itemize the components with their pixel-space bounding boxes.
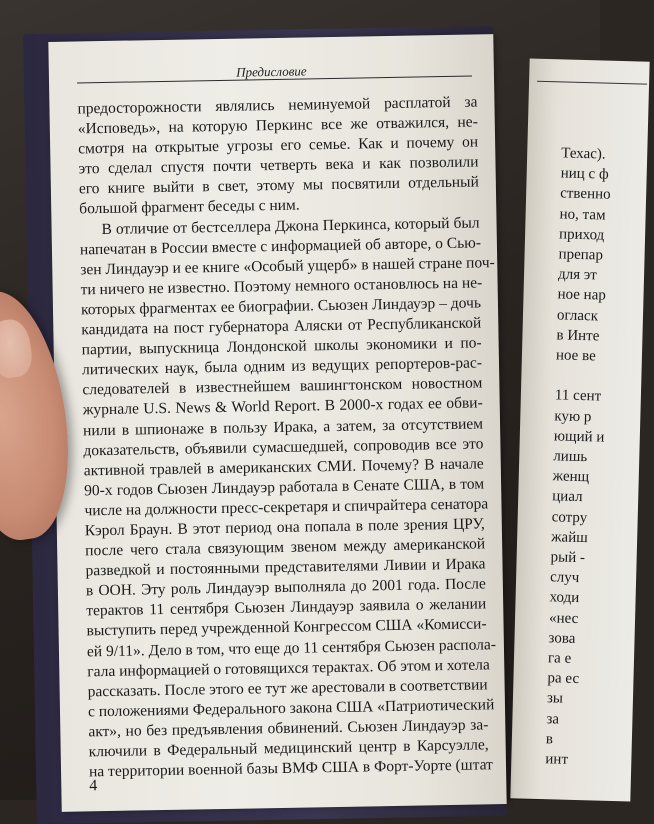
next-page-line: случ	[549, 569, 580, 587]
next-page-text	[545, 143, 651, 771]
text-line: это сделал спустя почти четверть века и как позволили	[78, 153, 479, 178]
text-line: большой фрагмент беседы с ним.	[79, 197, 300, 218]
running-head: Предисловие	[236, 63, 307, 80]
next-page-line: за	[546, 710, 560, 728]
next-page-header-rule	[537, 81, 647, 85]
text-line: его книге выйти в свет, этому мы посвятили отдельный	[78, 173, 479, 198]
next-page-line: сотру	[551, 508, 588, 526]
text-line: литических наук, была одним из ведущих репортеров-рас-	[81, 354, 483, 379]
text-line: которых фрагментах ее биографии. Сьюзен Линдауэр – дочь	[80, 294, 482, 319]
text-line: гала информацией о готовящихся терактах. Об этом и хотела	[87, 655, 490, 680]
next-page-line: лишь	[553, 448, 588, 466]
next-page-line: для эт	[557, 266, 598, 284]
text-line: рассказать. После этого ее тут же арестовали в соответствии	[87, 676, 488, 701]
text-line: напечатан в России вместе с информацией об авторе, о Сью-	[79, 234, 482, 259]
next-page-line: женщ	[552, 468, 590, 486]
text-line: акт», но без предъявления обвинений. Сьюзен Линдауэр за-	[88, 716, 489, 741]
text-line: В отличие от бестселлера Джона Перкинса, который был	[101, 214, 480, 238]
text-line: активной травлей в американских СМИ. Почему? В начале	[83, 455, 484, 480]
text-line: выступить перед учрежденной Конгрессом США «Комисси-	[86, 615, 487, 640]
next-page-line: 11 сент	[554, 387, 602, 405]
text-line: с положениями Федерального закона США «Патриотический	[87, 696, 495, 721]
text-line: числе на должности пресс-секретаря и спичрайтера сенатора	[84, 495, 489, 520]
next-page-line: зы	[546, 690, 564, 708]
next-page-line: инт	[545, 751, 569, 768]
text-line: ключили в Федеральный медицинский центр в Карсуэлле,	[88, 736, 489, 761]
next-page-line: ное нар	[557, 286, 607, 305]
text-line: смотря на открытые угрозы его семье. Как и почему он	[78, 133, 479, 158]
page-number: 4	[89, 777, 98, 795]
next-page-line: ниц с ф	[560, 165, 609, 183]
next-page-line: ра ес	[547, 670, 580, 688]
next-page-line: «нес	[548, 609, 579, 627]
next-page-line: Техас).	[561, 145, 606, 163]
thumbnail	[0, 317, 35, 380]
next-page-line: препар	[558, 246, 604, 264]
text-line: следователей в известнейшем вашингтонском новостном	[82, 374, 483, 399]
text-line: ти ничего не известно. Поэтому немного остановлюсь на не-	[80, 274, 483, 299]
next-page-line: ходи	[549, 589, 580, 607]
text-line: нили в шпионаже в пользу Ирака, а затем, за отсутствием	[82, 414, 484, 439]
text-line: разведкой и постоянными представителями Ливии и Ирака	[85, 555, 486, 580]
next-page-line: ное ве	[555, 347, 596, 365]
text-line: предосторожности являлись неминуемой расплатой за	[77, 93, 478, 118]
next-page-line: ственно	[559, 185, 611, 204]
next-page-line: в Инте	[556, 327, 600, 345]
text-line: доказательств, объявили сумасшедшей, сопроводив все это	[83, 435, 484, 459]
text-line: терактов 11 сентября Сьюзен Линдауэр заявила о желании	[86, 595, 487, 620]
next-page-fragment	[510, 59, 649, 802]
next-page-line: жайш	[550, 529, 588, 547]
text-line: партии, выпускница Лондонской школы экономики и по-	[81, 334, 482, 359]
text-line: после чего стала связующим звеном между американской	[85, 535, 486, 560]
text-line: 90-х годов Сьюзен Линдауэр работала в Сенате США, в том	[84, 475, 485, 500]
next-page-line: огласк	[556, 306, 599, 325]
text-line: в ООН. Эту роль Линдауэр выполняла до 2001 года. После	[85, 575, 486, 600]
next-page-line: циал	[552, 488, 583, 506]
next-page-line: кую р	[554, 407, 592, 425]
text-line: Кэрол Браун. В этот период она попала в поле зрения ЦРУ,	[84, 515, 485, 540]
next-page-line: зова	[548, 630, 576, 647]
text-line: «Исповедь», на которую Перкинс все же отважился, не-	[77, 113, 478, 138]
next-page-line: га е	[547, 650, 572, 667]
next-page-line	[555, 366, 645, 389]
next-page-line: в	[545, 731, 554, 748]
next-page-line: ющий и	[553, 428, 605, 446]
text-line: зен Линдауэр и ее книге «Особый ущерб» в нашей стране поч-	[80, 253, 495, 279]
book-page	[48, 34, 506, 812]
next-page-line: приход	[558, 226, 605, 244]
text-line: на территории военной базы ВМФ США в Форт-Уорте (штат	[88, 756, 494, 781]
text-line: ей 9/11». Дело в том, что еще до 11 сентября Сьюзен распола-	[86, 635, 497, 660]
text-line: кандидата на пост губернатора Аляски от Республиканской	[81, 314, 482, 339]
next-page-line: но, там	[559, 206, 606, 224]
next-page-line: рый -	[550, 549, 586, 567]
body-text	[77, 92, 497, 782]
text-line: журнале U.S. News & World Report. В 2000-х годах ее обви-	[82, 394, 483, 419]
